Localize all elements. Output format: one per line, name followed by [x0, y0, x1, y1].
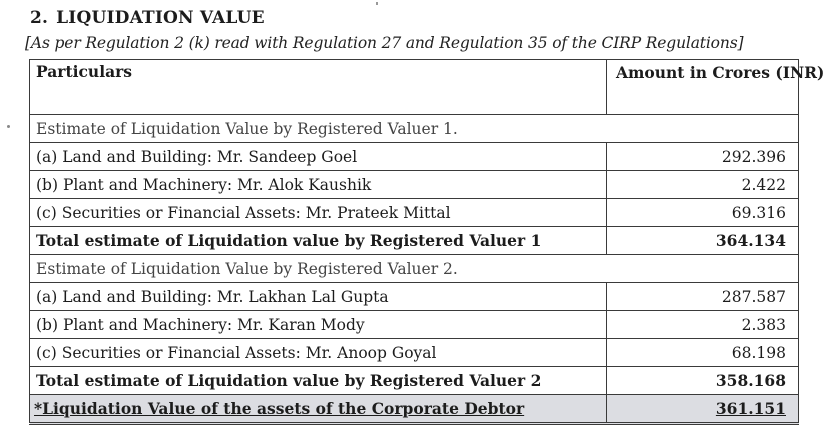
total-value: 364.134	[607, 227, 799, 255]
table-row	[30, 171, 799, 199]
table-row	[30, 283, 799, 311]
row-label: (a) Land and Building: Mr. Lakhan Lal Gupta	[30, 283, 607, 311]
total-label: Total estimate of Liquidation value by Registered Valuer 2	[30, 367, 607, 395]
total-row-valuer-1	[30, 227, 799, 255]
row-value: 68.198	[607, 339, 799, 367]
section-label: Estimate of Liquidation Value by Registered Valuer 1.	[30, 115, 799, 143]
section-label: Estimate of Liquidation Value by Registered Valuer 2.	[30, 255, 799, 283]
liquidation-value-table	[29, 59, 824, 425]
table-row	[30, 311, 799, 339]
final-label: *Liquidation Value of the assets of the Corporate Debtor	[30, 395, 607, 424]
scan-speck	[376, 2, 378, 5]
header-particulars: Particulars	[30, 60, 607, 115]
row-label: (b) Plant and Machinery: Mr. Karan Mody	[30, 311, 607, 339]
table-header-row	[30, 60, 799, 115]
total-row-valuer-2	[30, 367, 799, 395]
section-row-valuer-2	[30, 255, 799, 283]
table-row	[30, 199, 799, 227]
header-amount: Amount in Crores (INR)	[607, 60, 799, 115]
row-label: (c) Securities or Financial Assets: Mr. Anoop Goyal	[30, 339, 607, 367]
table-row	[30, 339, 799, 367]
row-value: 2.383	[607, 311, 799, 339]
table-row	[30, 143, 799, 171]
final-liquidation-value-row	[30, 395, 799, 424]
section-heading	[30, 8, 265, 28]
row-label: (a) Land and Building: Mr. Sandeep Goel	[30, 143, 607, 171]
row-value: 292.396	[607, 143, 799, 171]
regulation-note: [As per Regulation 2 (k) read with Regulation 27 and Regulation 35 of the CIRP Regulations]	[25, 34, 744, 52]
section-number: 2.	[30, 8, 49, 28]
total-value: 358.168	[607, 367, 799, 395]
row-value: 287.587	[607, 283, 799, 311]
row-label: (b) Plant and Machinery: Mr. Alok Kaushik	[30, 171, 607, 199]
row-value: 2.422	[607, 171, 799, 199]
final-value: 361.151	[607, 395, 799, 424]
section-title: LIQUIDATION VALUE	[56, 8, 265, 28]
scan-speck	[7, 125, 10, 128]
row-value: 69.316	[607, 199, 799, 227]
total-label: Total estimate of Liquidation value by Registered Valuer 1	[30, 227, 607, 255]
section-row-valuer-1	[30, 115, 799, 143]
row-label: (c) Securities or Financial Assets: Mr. Prateek Mittal	[30, 199, 607, 227]
